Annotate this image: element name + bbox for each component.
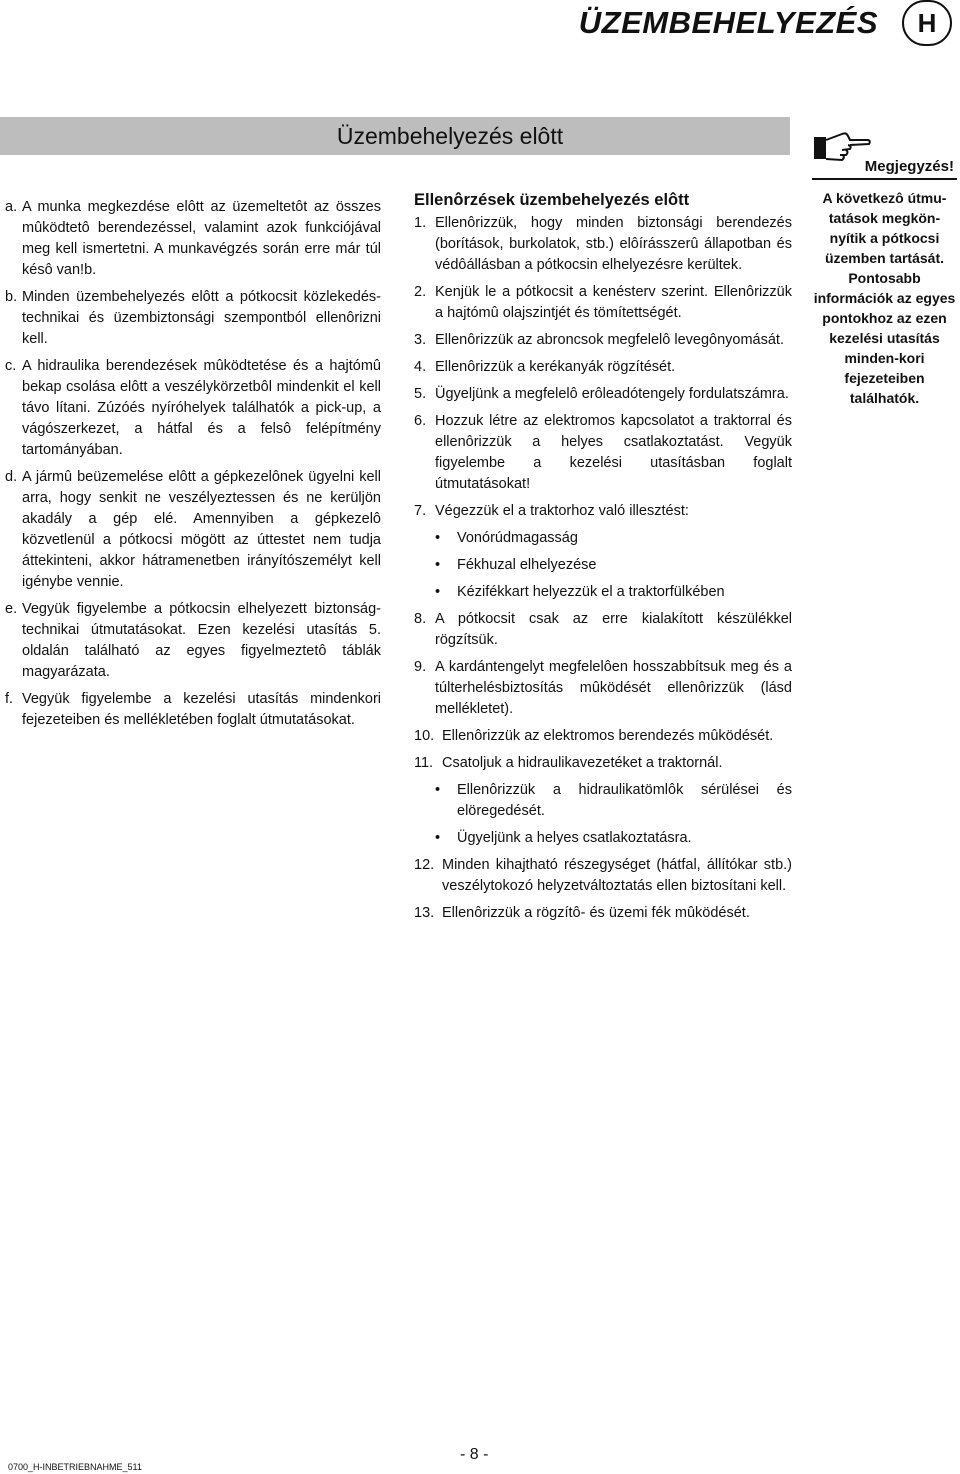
item-text: A kardántengelyt megfelelôen hosszabbítsuk meg és a túlterhelésbiztosítás mûködését ellenôrizzük (lásd mellékletet). [435, 659, 792, 717]
page-number: - 8 - [460, 1446, 489, 1463]
note-divider [812, 178, 957, 180]
item-text: Csatoljuk a hidraulikavezetéket a traktornál. [442, 755, 723, 771]
item-text: Ellenôrizzük az abroncsok megfelelô levegônyomását. [435, 332, 784, 348]
checklist-item [414, 357, 792, 378]
item-number: 12. [414, 857, 435, 873]
checklist [414, 213, 792, 924]
bullet-icon: • [435, 557, 441, 573]
bullet-text: Ellenôrizzük a hidraulikatömlôk sérülései és elöregedését. [457, 782, 792, 819]
bullet-item [435, 828, 792, 849]
bullet-item [435, 555, 792, 576]
page-title: ÜZEMBEHELYEZÉS [578, 5, 878, 40]
note-label: Megjegyzés! [864, 158, 954, 175]
item-text: Ellenôrizzük az elektromos berendezés mûködését. [442, 728, 774, 744]
bullet-item [435, 780, 792, 822]
item-number: 9. [414, 659, 427, 675]
language-badge: H [902, 0, 952, 46]
item-text: Ellenôrizzük a rögzítô- és üzemi fék mûködését. [442, 905, 750, 921]
checklist-item [414, 609, 792, 651]
rule-text: Vegyük figyelembe a pótkocsin elhelyezett biztonság-technikai útmutatásokat. Ezen kezelési utasítás 5. oldalán található az egyes figyelmeztetô táblák magyarázata. [22, 601, 381, 680]
checklist-item [414, 330, 792, 351]
item-text: Ellenôrizzük a kerékanyák rögzítését. [435, 359, 676, 375]
rule-text: A munka megkezdése elôtt az üzemeltetôt az összes mûködtetô berendezéssel, valamint azok funkciójával meg kell ismertetni. A munkavégzés során erre már túl késô van!b. [22, 199, 381, 278]
checklist-item [414, 411, 792, 495]
item-number: 8. [414, 611, 427, 627]
rule-item [5, 689, 381, 731]
item-text: A pótkocsit csak az erre kialakított készülékkel rögzítsük. [435, 611, 792, 648]
rule-item [5, 356, 381, 461]
checklist-heading: Ellenôrzések üzembehelyezés elôtt [414, 191, 690, 209]
rule-text: A jármû beüzemelése elôtt a gépkezelônek ügyelni kell arra, hogy senkit ne veszélyeztessen és ne kerüljön akadály a gép elé. Amennyiben a gépkezelô közvetlenül a pótkocsi mögött az úttestet nem tudja áttekinteni, akkor hátramenetben irányítószemélyt kell igénybe vennie. [22, 469, 381, 590]
rule-item [5, 197, 381, 281]
item-number: 10. [414, 728, 435, 744]
bullet-icon: • [435, 584, 441, 600]
checklist-item [414, 657, 792, 720]
note-text: A következô útmu-tatások megkön-nyítik a pótkocsi üzemben tartását. Pontosabb információk az egyes pontokhoz az ezen kezelési utasítás minden-kori fejezeteiben találhatók. [813, 190, 956, 406]
middle-column [414, 190, 792, 930]
section-banner [0, 117, 790, 155]
rule-label: e. [5, 601, 18, 617]
rule-item [5, 599, 381, 683]
checklist-item [414, 753, 792, 774]
item-number: 7. [414, 503, 427, 519]
bullet-item [435, 582, 792, 603]
rule-label: c. [5, 358, 17, 374]
checklist-item [414, 855, 792, 897]
rule-label: f. [5, 691, 14, 707]
bullet-text: Fékhuzal elhelyezése [457, 557, 597, 573]
checklist-item [414, 501, 792, 522]
bullet-icon: • [435, 830, 441, 846]
bullet-text: Ügyeljünk a helyes csatlakoztatásra. [457, 830, 692, 846]
item-number: 4. [414, 359, 427, 375]
item-text: Ellenôrizzük, hogy minden biztonsági berendezés (borítások, burkolatok, stb.) elôírásszerû állapotban és védôállásban a pótkocsin elhelyezésre kerültek. [435, 215, 792, 273]
note-box [812, 128, 957, 406]
item-number: 11. [414, 755, 434, 771]
document-code: 0700_H-INBETRIEBNAHME_511 [8, 1462, 142, 1472]
item-number: 5. [414, 386, 427, 402]
item-number: 6. [414, 413, 427, 429]
item-text: Kenjük le a pótkocsit a kenésterv szerint. Ellenôrizzük a hajtómû olajszintjét és tömítettségét. [435, 284, 792, 321]
item-text: Végezzük el a traktorhoz való illesztést: [435, 503, 689, 519]
checklist-item [414, 903, 792, 924]
item-number: 1. [414, 215, 427, 231]
item-text: Hozzuk létre az elektromos kapcsolatot a traktorral és ellenôrizzük a helyes csatlakoztatást. Vegyük figyelembe a kezelési utasításban foglalt útmutatásokat! [435, 413, 792, 492]
rule-text: Vegyük figyelembe a kezelési utasítás mindenkori fejezeteiben és mellékletében foglalt útmutatásokat. [22, 691, 381, 728]
checklist-item [414, 384, 792, 405]
bullet-text: Kézifékkart helyezzük el a traktorfülkében [457, 584, 725, 600]
left-column [5, 197, 381, 737]
bullet-text: Vonórúdmagasság [457, 530, 578, 546]
pointing-hand-icon [812, 128, 872, 166]
rule-label: b. [5, 289, 18, 305]
bullet-icon: • [435, 530, 441, 546]
item-number: 2. [414, 284, 427, 300]
rule-item [5, 287, 381, 350]
item-text: Minden kihajtható részegységet (hátfal, állítókar stb.) veszélytokozó helyzetváltoztatás ellen biztosítani kell. [442, 857, 792, 894]
checklist-item [414, 213, 792, 276]
checklist-item [414, 726, 792, 747]
bullet-icon: • [435, 782, 441, 798]
checklist-item [414, 282, 792, 324]
item-text: Ügyeljünk a megfelelô erôleadótengely fordulatszámra. [435, 386, 789, 402]
rule-label: d. [5, 469, 18, 485]
bullet-item [435, 528, 792, 549]
item-number: 3. [414, 332, 427, 348]
item-number: 13. [414, 905, 435, 921]
rule-label: a. [5, 199, 18, 215]
rule-text: Minden üzembehelyezés elôtt a pótkocsit közlekedés-technikai és üzembiztonsági szempontból ellenôrizni kell. [22, 289, 381, 347]
section-title: Üzembehelyezés elôtt [336, 122, 564, 149]
rule-item [5, 467, 381, 593]
rule-text: A hidraulika berendezések mûködtetése és a hajtómû bekap csolása elôtt a veszélykörzetbôl mindenkit el kell távo lítani. Zúzóés nyíróhelyek találhatók a pick-up, a vágószerkezet, a hátfal és a felsô felépítmény tartományában. [22, 358, 381, 458]
